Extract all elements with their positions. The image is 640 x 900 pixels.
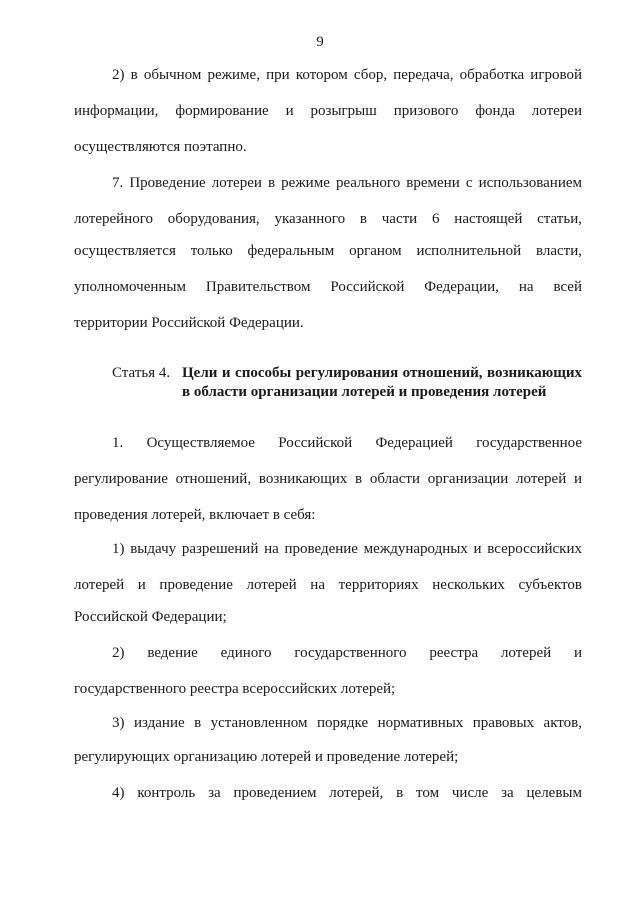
paragraph-5-line-1: 2) ведение единого государственного реестра лотерей и: [112, 645, 582, 661]
paragraph-7-line-1: 4) контроль за проведением лотерей, в том числе за целевым: [112, 785, 582, 801]
paragraph-3-line-2: регулирование отношений, возникающих в области организации лотерей и: [74, 471, 582, 487]
paragraph-2-line-5: территории Российской Федерации.: [74, 315, 304, 331]
paragraph-4-line-3: Российской Федерации;: [74, 609, 227, 625]
paragraph-5-line-2: государственного реестра всероссийских лотерей;: [74, 681, 396, 697]
paragraph-2-line-1: 7. Проведение лотереи в режиме реального времени с использованием: [112, 175, 582, 191]
paragraph-2-line-2: лотерейного оборудования, указанного в части 6 настоящей статьи,: [74, 211, 582, 227]
article-title-line-1: Цели и способы регулирования отношений, возникающих: [182, 365, 582, 381]
paragraph-2-line-3: осуществляется только федеральным органом исполнительной власти,: [74, 243, 582, 259]
paragraph-3-line-1: 1. Осуществляемое Российской Федерацией государственное: [112, 435, 582, 451]
paragraph-6-line-2: регулирующих организацию лотерей и проведение лотерей;: [74, 749, 459, 765]
article-label: Статья 4.: [112, 365, 171, 381]
paragraph-2-line-4: уполномоченным Правительством Российской Федерации, на всей: [74, 279, 582, 295]
paragraph-1-line-1: 2) в обычном режиме, при котором сбор, передача, обработка игровой: [112, 67, 582, 83]
paragraph-4-line-1: 1) выдачу разрешений на проведение международных и всероссийских: [112, 541, 582, 557]
paragraph-1-line-3: осуществляются поэтапно.: [74, 139, 247, 155]
article-title-line-2: в области организации лотерей и проведения лотерей: [182, 384, 547, 400]
paragraph-6-line-1: 3) издание в установленном порядке нормативных правовых актов,: [112, 715, 582, 731]
paragraph-3-line-3: проведения лотерей, включает в себя:: [74, 507, 316, 523]
page-number: 9: [316, 34, 324, 50]
paragraph-1-line-2: информации, формирование и розыгрыш призового фонда лотереи: [74, 103, 582, 119]
paragraph-4-line-2: лотерей и проведение лотерей на территориях нескольких субъектов: [74, 577, 582, 593]
